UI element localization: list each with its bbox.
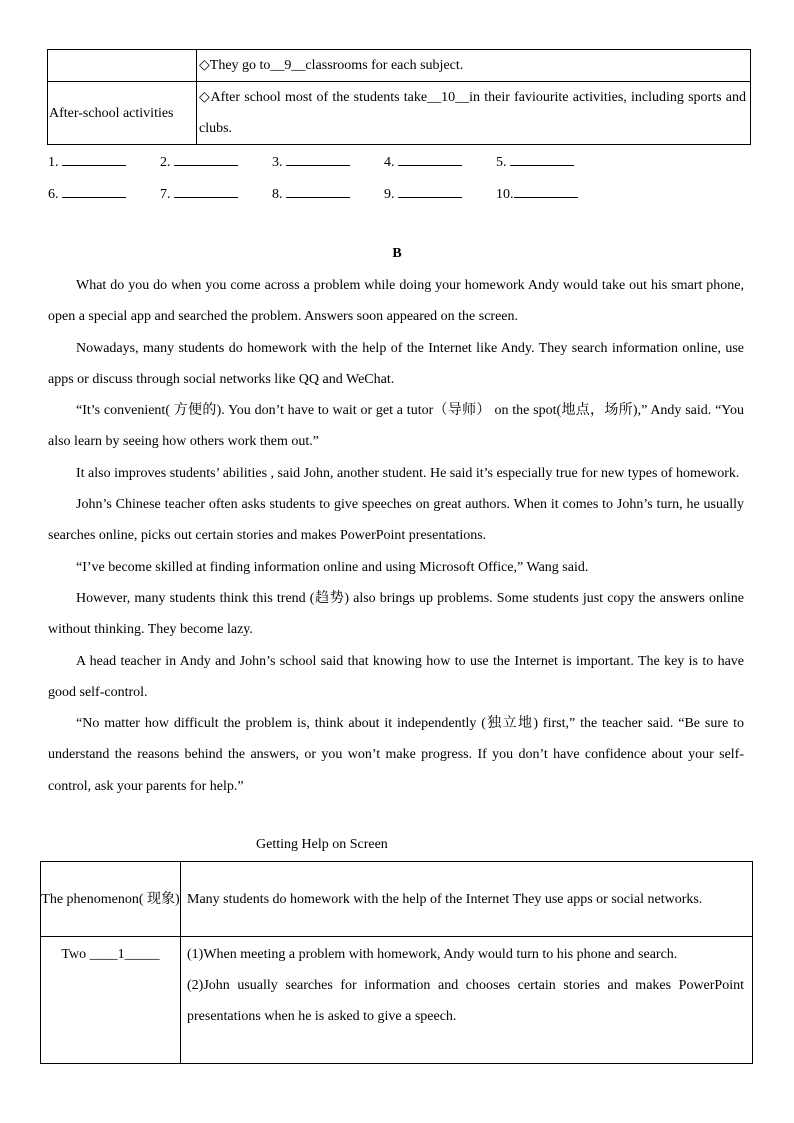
cell-line: (1)When meeting a problem with homework, Andy would turn to his phone and search. xyxy=(187,947,678,962)
paragraph: What do you do when you come across a problem while doing your homework Andy would take out his smart phone, open a special app and searched the problem. Answers soon appeared on the screen. xyxy=(48,278,744,325)
answer-line[interactable] xyxy=(398,151,462,166)
answer-line[interactable] xyxy=(286,151,350,166)
blank-number: 8. xyxy=(272,187,283,202)
paragraph: “No matter how difficult the problem is, think about it independently (独立地) first,” the teacher said. “Be sure to understand the reasons behind the answers, or you won’t make progress. If you don’t have confidence about your self-control, ask your parents for help.” xyxy=(48,716,744,794)
answer-line[interactable] xyxy=(510,151,574,166)
cell-line: (2)John usually searches for information and chooses certain stories and makes PowerPoint presentations when he is asked to give a speech. xyxy=(187,978,744,1024)
paragraph: John’s Chinese teacher often asks students to give speeches on great authors. When it comes to John’s turn, he usually searches online, picks out certain stories and makes PowerPoint presentations. xyxy=(48,497,744,544)
blank-item xyxy=(160,183,238,203)
answer-line[interactable] xyxy=(398,183,462,198)
paragraph: A head teacher in Andy and John’s school said that knowing how to use the Internet is important. The key is to have good self-control. xyxy=(48,653,744,700)
blank-number: 3. xyxy=(272,155,283,170)
blank-number: 7. xyxy=(160,187,171,202)
blank-item xyxy=(384,151,462,171)
paragraph: However, many students think this trend (趋势) also brings up problems. Some students just copy the answers online without thinking. They become lazy. xyxy=(48,590,744,638)
reading-passage xyxy=(48,270,744,802)
table-row-label: The phenomenon( 现象) xyxy=(41,862,181,937)
answer-line[interactable] xyxy=(62,151,126,166)
blank-number: 5. xyxy=(496,155,507,170)
table-cell-text: ◇After school most of the students take__10__in their faviourite activities, including sports and clubs. xyxy=(197,82,751,145)
paragraph: “It’s convenient( 方便的). You don’t have to wait or get a tutor（导师） on the spot(地点，场所),” Andy said. “You also learn by seeing how others work them out.” xyxy=(48,403,744,450)
blank-number: 2. xyxy=(160,155,171,170)
table-row-label: After-school activities xyxy=(48,82,197,145)
table-cell-text: ◇They go to__9__classrooms for each subject. xyxy=(197,50,751,82)
blank-number: 1. xyxy=(48,155,59,170)
blank-item xyxy=(384,183,462,203)
blank-item xyxy=(272,183,350,203)
table-cell-text: Many students do homework with the help of the Internet They use apps or social networks. xyxy=(181,862,753,937)
section-heading: B xyxy=(392,246,402,261)
blank-item xyxy=(48,151,126,171)
table-cell-text xyxy=(181,937,753,1064)
blank-number: 6. xyxy=(48,187,59,202)
blank-item xyxy=(48,183,126,203)
blank-number: 4. xyxy=(384,155,395,170)
answer-line[interactable] xyxy=(174,151,238,166)
blank-item xyxy=(272,151,350,171)
blank-item xyxy=(160,151,238,171)
paragraph: Nowadays, many students do homework with the help of the Internet like Andy. They search information online, use apps or discuss through social networks like QQ and WeChat. xyxy=(48,340,744,387)
answer-line[interactable] xyxy=(514,183,578,198)
info-table-top xyxy=(47,49,751,145)
answer-line[interactable] xyxy=(62,183,126,198)
answer-line[interactable] xyxy=(174,183,238,198)
blank-number: 10. xyxy=(496,187,514,202)
summary-table xyxy=(40,861,753,1064)
blank-item xyxy=(496,151,574,171)
table-title: Getting Help on Screen xyxy=(256,837,388,852)
empty-cell xyxy=(48,50,197,82)
paragraph: “I’ve become skilled at finding information online and using Microsoft Office,” Wang said. xyxy=(76,559,589,575)
blank-item xyxy=(496,183,578,203)
table-row-label: Two ____1_____ xyxy=(41,937,181,1064)
paragraph: It also improves students’ abilities , said John, another student. He said it’s especially true for new types of homework. xyxy=(76,465,740,481)
answer-line[interactable] xyxy=(286,183,350,198)
blank-number: 9. xyxy=(384,187,395,202)
